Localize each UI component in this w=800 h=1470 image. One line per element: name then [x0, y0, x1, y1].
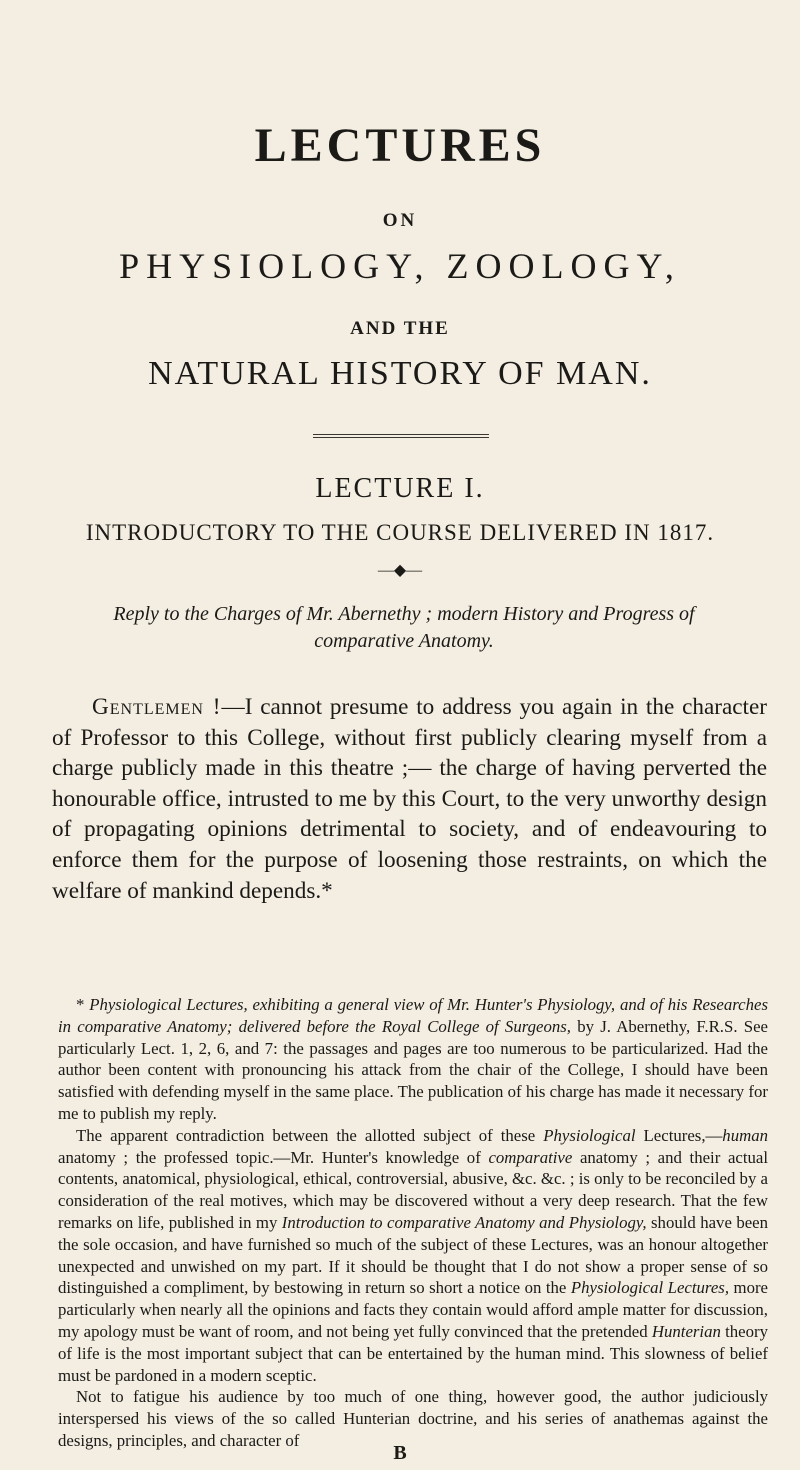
- footnote-2: [58, 1125, 768, 1387]
- footnote-2-text-a: The apparent contradiction between the allotted subject of these: [76, 1125, 544, 1145]
- body-text: —I cannot presume to address you again in the character of Professor to this College, without first publicly clearing myself from a charge publicly made in this theatre ;— the charge of having perverted the honourable office, intrusted to me by this Court, to the very unworthy design of propagating opinions detrimental to society, and of endeavouring to enforce them for the purpose of loosening those restraints, on which the welfare of mankind depends.*: [52, 694, 768, 904]
- footnote-2-italic-l: Hunterian: [651, 1321, 721, 1341]
- footnote-1-title: Physiological Lectures, exhibiting a general view of Mr. Hunter's Physiology, and of his Researches in comparative Anatomy; delivered before the Royal College of Surgeons,: [58, 995, 768, 1036]
- footnote-2-italic-f: comparative: [488, 1147, 573, 1167]
- lecture-summary: Reply to the Charges of Mr. Abernethy ; modern History and Progress of comparative Anatomy.: [113, 603, 695, 652]
- salutation: Gentlemen !: [92, 694, 222, 720]
- footnote-2-italic-b: Physiological: [543, 1125, 636, 1145]
- lecture-number: LECTURE I.: [315, 473, 485, 504]
- signature-mark: B: [393, 1442, 407, 1464]
- title-subjects: PHYSIOLOGY, ZOOLOGY,: [119, 246, 681, 286]
- footnote-2-italic-d: human: [722, 1125, 768, 1145]
- footnote-1-text: by J. Abernethy, F.R.S. See particularly Lect. 1, 2, 6, and 7: the passages and pages are too numerous to be particularized. Had the author been content with pronouncing his attack from the chair of the College, I should have been satisfied with defending myself in the same place. The publication of his charge has made it necessary for me to publish my reply.: [58, 1016, 768, 1123]
- ornament-icon: —◆—: [377, 562, 423, 579]
- footnote-2-text-m: theory of life is the most important subject that can be entertained by the human mind. This slowness of belief must be pardoned in a modern sceptic.: [58, 1321, 768, 1385]
- footnote-2-italic-h: Introduction to comparative Anatomy and Physiology,: [281, 1212, 647, 1232]
- divider-rule: [313, 434, 489, 435]
- title-and-the: AND THE: [350, 318, 450, 339]
- footnote-2-text-g: anatomy ; and their actual contents, anatomical, physiological, ethical, controversial, abusive, &c. &c. ; is only to be reconciled by a consideration of the real motives, which may be discovered without a very deep research. That the few remarks on life, published in my: [58, 1147, 769, 1232]
- footnote-2-italic-j: Physiological Lectures,: [570, 1278, 730, 1298]
- footnote-3: Not to fatigue his audience by too much of one thing, however good, the author judiciously interspersed his views of the so called Hunterian doctrine, and his series of anathemas against the designs, principles, and character of: [58, 1387, 768, 1450]
- footnote-2-text-c: Lectures,—: [635, 1125, 723, 1145]
- lecture-heading: INTRODUCTORY TO THE COURSE DELIVERED IN 1817.: [85, 520, 715, 545]
- main-title: LECTURES: [254, 119, 546, 172]
- title-on: ON: [382, 210, 418, 231]
- footnote-2-text-e: anatomy ; the professed topic.—Mr. Hunter's knowledge of: [58, 1147, 489, 1167]
- body-paragraph: [52, 692, 767, 906]
- footnotes: [58, 994, 768, 1452]
- divider-rule-lower: [313, 437, 489, 438]
- footnote-1: [58, 994, 768, 1125]
- title-natural-history: NATURAL HISTORY OF MAN.: [148, 355, 652, 392]
- footnote-mark: *: [76, 995, 90, 1014]
- footnote-2-text-k: more particularly when nearly all the opinions and facts they contain would afford ample matter for discussion, my apology must be want of room, and not being yet fully convinced that the pretended: [58, 1278, 769, 1341]
- footnote-2-text-i: should have been the sole occasion, and have furnished so much of the subject of these Lectures, was an honour altogether unexpected and unwished on my part. If it should be thought that I do not show a proper sense of so distinguished a compliment, by bestowing in return so short a notice on the: [58, 1212, 769, 1298]
